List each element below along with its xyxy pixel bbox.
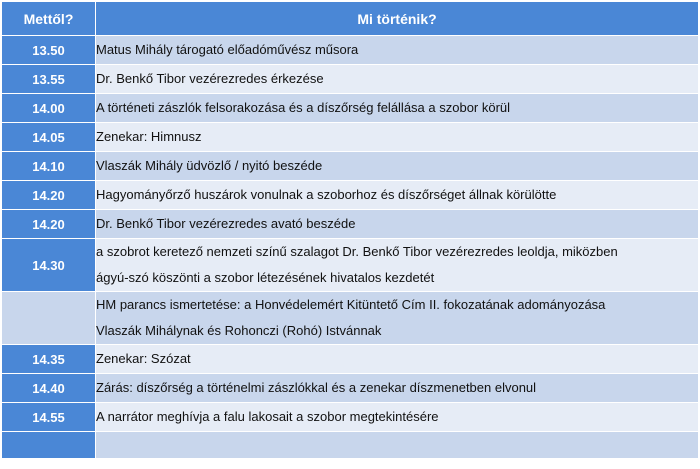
table-row: [2, 65, 699, 94]
event-cell: Dr. Benkő Tibor vezérezredes avató beszéde: [96, 210, 699, 239]
table-row: [2, 403, 699, 432]
time-cell: 14.00: [2, 94, 96, 123]
table-row: [2, 239, 699, 292]
event-cell: [96, 292, 699, 345]
table-row: [2, 374, 699, 403]
table-row: [2, 36, 699, 65]
table-row: [2, 181, 699, 210]
time-cell: 14.10: [2, 152, 96, 181]
table-row: [2, 345, 699, 374]
event-line: a szobrot keretező nemzeti színű szalagot Dr. Benkő Tibor vezérezredes leoldja, miközben: [96, 244, 618, 259]
event-cell: Zárás: díszőrség a történelmi zászlókkal és a zenekar díszmenetben elvonul: [96, 374, 699, 403]
header-time: Mettől?: [2, 2, 96, 36]
event-cell: [96, 432, 699, 459]
event-cell: [96, 239, 699, 292]
event-cell: Hagyományőrző huszárok vonulnak a szoborhoz és díszőrséget állnak körülötte: [96, 181, 699, 210]
time-cell: 13.55: [2, 65, 96, 94]
header-row: [2, 2, 699, 36]
time-cell: 14.05: [2, 123, 96, 152]
event-cell: A narrátor meghívja a falu lakosait a szobor megtekintésére: [96, 403, 699, 432]
event-cell: Vlaszák Mihály üdvözlő / nyitó beszéde: [96, 152, 699, 181]
event-cell: Matus Mihály tárogató előadóművész műsora: [96, 36, 699, 65]
table-row: [2, 292, 699, 345]
event-cell: Zenekar: Himnusz: [96, 123, 699, 152]
table-row: [2, 210, 699, 239]
event-cell: Zenekar: Szózat: [96, 345, 699, 374]
event-line: Vlaszák Mihálynak és Rohonczi (Rohó) Istvánnak: [96, 323, 382, 338]
time-cell: 14.55: [2, 403, 96, 432]
table-row: [2, 432, 699, 459]
time-cell: [2, 432, 96, 459]
table-row: [2, 94, 699, 123]
table-row: [2, 123, 699, 152]
time-cell: [2, 292, 96, 345]
header-event: Mi történik?: [96, 2, 699, 36]
time-cell: 14.35: [2, 345, 96, 374]
event-line: ágyú-szó köszönti a szobor létezésének hivatalos kezdetét: [96, 270, 435, 285]
event-cell: Dr. Benkő Tibor vezérezredes érkezése: [96, 65, 699, 94]
time-cell: 14.20: [2, 181, 96, 210]
time-cell: 14.20: [2, 210, 96, 239]
time-cell: 14.30: [2, 239, 96, 292]
time-cell: 14.40: [2, 374, 96, 403]
schedule-table: [1, 1, 699, 459]
event-cell: A történeti zászlók felsorakozása és a díszőrség felállása a szobor körül: [96, 94, 699, 123]
table-row: [2, 152, 699, 181]
event-line: HM parancs ismertetése: a Honvédelemért Kitüntető Cím II. fokozatának adományozása: [96, 297, 606, 312]
time-cell: 13.50: [2, 36, 96, 65]
